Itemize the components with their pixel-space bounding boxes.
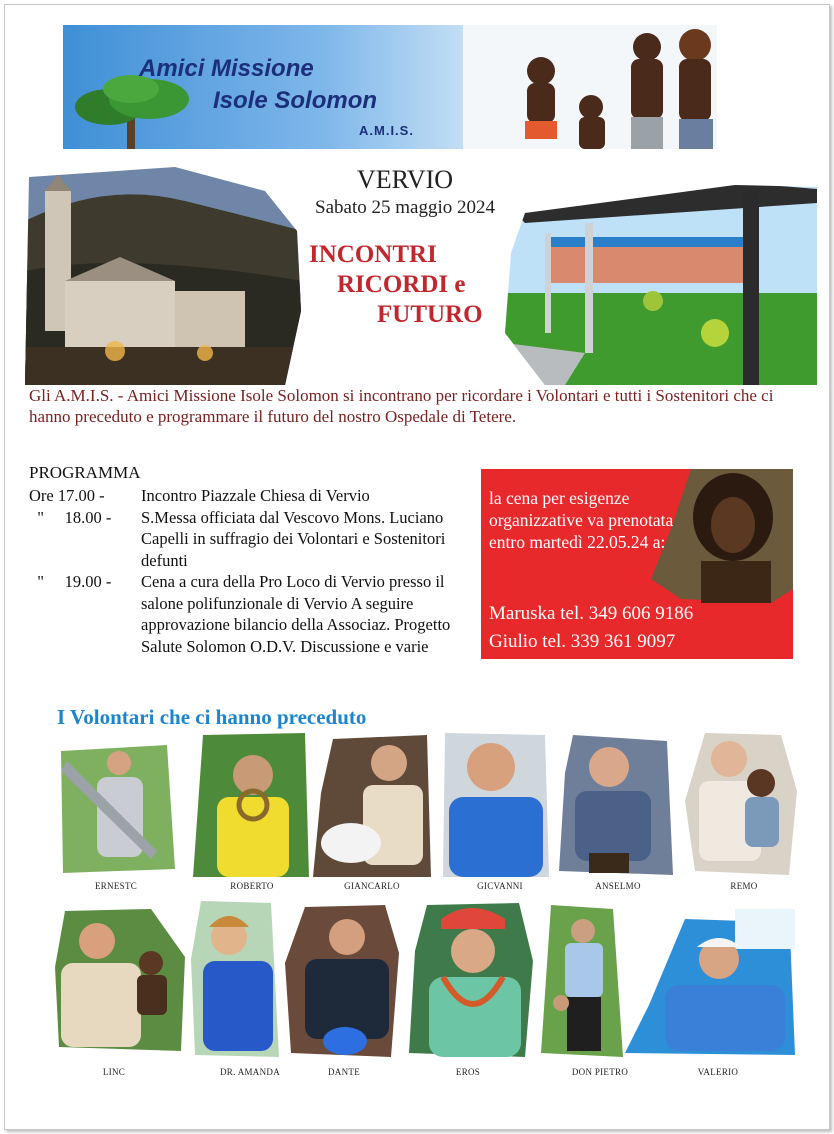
- intro-paragraph: Gli A.M.I.S. - Amici Missione Isole Solomon si incontrano per ricordare i Volontari e tutti i Sostenitori che ci hanno preceduto e programmare il futuro del nostro Ospedale di Tetere.: [29, 386, 774, 426]
- volunteer-photo: [441, 731, 549, 877]
- volunteer-name: DANTE: [328, 1067, 360, 1077]
- volunteer-name: GIANCARLO: [344, 881, 400, 891]
- volunteer-photo: [191, 899, 279, 1057]
- volunteer-card: [193, 731, 311, 891]
- programme-item: [29, 485, 479, 507]
- volunteer-photo: [409, 901, 533, 1057]
- event-place: VERVIO: [356, 165, 454, 194]
- programme-list: [29, 485, 479, 657]
- volunteer-name: GICVANNI: [477, 881, 523, 891]
- banner-acronym: A.M.I.S.: [359, 123, 414, 138]
- event-date: Sabato 25 maggio 2024: [315, 197, 495, 218]
- vervio-church-photo: [25, 161, 303, 385]
- motto-line2: RICORDI e: [337, 271, 466, 298]
- volunteer-card: [441, 731, 559, 891]
- volunteer-card: [559, 733, 677, 891]
- programme-text: Cena a cura della Pro Loco di Vervio presso il salone polifunzionale di Vervio A seguire approvazione bilancio della Associaz. Progetto Salute Solomon O.D.V. Discussione e varie: [141, 572, 451, 656]
- volunteer-name: ANSELMO: [595, 881, 641, 891]
- programme-item: [29, 571, 479, 657]
- volunteer-card: [625, 909, 743, 1077]
- programme-time: Ore 17.00 -: [29, 486, 105, 505]
- volunteer-card: [685, 731, 803, 891]
- flyer-page: [4, 4, 830, 1130]
- volunteers-title: I Volontari che ci hanno preceduto: [57, 705, 367, 729]
- contact-giulio: Giulio tel. 339 361 9097: [489, 631, 676, 652]
- volunteer-photo: [193, 731, 311, 877]
- volunteer-photo: [625, 909, 795, 1055]
- amis-banner: [63, 25, 717, 149]
- volunteer-card: [313, 733, 431, 891]
- programme-item: [29, 507, 479, 572]
- volunteer-card: [409, 901, 527, 1077]
- volunteer-name: DR. AMANDA: [219, 1067, 280, 1077]
- banner-title-line1: Amici Missione: [139, 55, 314, 82]
- volunteer-name: LINC: [102, 1067, 126, 1077]
- children-photo: [463, 25, 717, 149]
- volunteer-card: [285, 903, 403, 1077]
- volunteer-name: ERNESTC: [94, 881, 138, 891]
- motto-line1: INCONTRI: [309, 241, 437, 268]
- programme-text: Incontro Piazzale Chiesa di Vervio: [141, 486, 370, 505]
- reservation-box: [481, 469, 793, 659]
- volunteer-photo: [541, 903, 623, 1057]
- volunteer-name: EROS: [455, 1067, 481, 1077]
- programme-time: " 18.00 -: [29, 507, 112, 527]
- volunteer-name: DON PIETRO: [571, 1067, 629, 1077]
- tetere-hospital-photo: [505, 183, 817, 385]
- banner-title-line2: Isole Solomon: [213, 87, 378, 114]
- programme-text: S.Messa officiata dal Vescovo Mons. Luciano Capelli in suffragio dei Volontari e Sostenitori defunti: [141, 507, 446, 570]
- volunteer-card: [57, 741, 175, 891]
- programme-time: " 19.00 -: [29, 572, 112, 591]
- volunteer-photo: [685, 731, 797, 875]
- motto-line3: FUTURO: [377, 301, 483, 328]
- volunteer-card: [55, 907, 173, 1077]
- tree-illustration: [69, 73, 199, 149]
- contact-maruska: Maruska tel. 349 606 9186: [489, 603, 694, 624]
- volunteer-name: VALERIO: [697, 1067, 739, 1077]
- volunteer-photo: [57, 741, 175, 873]
- volunteer-name: ROBERTO: [230, 881, 274, 891]
- programme-title: PROGRAMMA: [29, 463, 141, 482]
- volunteer-photo: [559, 733, 673, 875]
- reservation-note: la cena per esigenze organizzative va prenotata entro martedì 22.05.24 a:: [489, 488, 674, 552]
- volunteer-photo: [285, 903, 399, 1057]
- volunteer-photo: [313, 733, 433, 877]
- volunteer-name: REMO: [730, 881, 758, 891]
- volunteer-photo: [55, 907, 187, 1051]
